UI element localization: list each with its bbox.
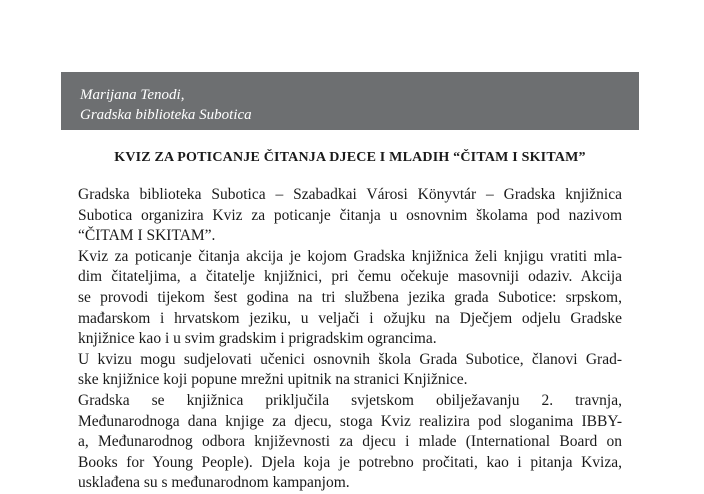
text-line: Books for Young People). Djela koja je potrebno pročitati, kao i pitanja Kviza, — [78, 453, 622, 471]
text-line: mađarskom i hrvatskom jeziku, u veljači i ožujku na Dječjem odjelu Gradske — [78, 309, 622, 327]
text-line: knjižnice kao i u svim gradskim i prigradskim ogrаncima. — [78, 330, 437, 348]
text-line: usklađena su s međunarodnom kampanjom. — [78, 474, 350, 492]
text-line: Gradska biblioteka Subotica – Szabadkai Városi Könyvtár – Gradska knjižnica — [78, 186, 622, 203]
author-affiliation: Gradska biblioteka Subotica — [80, 107, 252, 123]
paragraph-2 — [78, 247, 622, 350]
text-line: dim čitateljima, a čitatelje knjižnici, pri čemu očekuje masovniji odaziv. Akcija — [78, 268, 622, 286]
text-line: ske knjižnice koji popune mrežni upitnik na stranici Knjižnice. — [78, 371, 468, 389]
text-line: se provodi tijekom šest godina na tri službena jezika grada Subotice: srpskom, — [78, 288, 622, 306]
author-name: Marijana Tenodi, — [80, 87, 185, 103]
article-body — [78, 185, 622, 494]
paragraph-3 — [78, 350, 622, 391]
text-line: a, Međunarodnog odbora književnosti za djecu i mlade (International Board on — [78, 433, 622, 451]
text-line: Kviz za poticanje čitanja akcija je kojom Gradska knjižnica želi knjigu vratiti mla- — [78, 247, 622, 265]
paragraph-1 — [78, 185, 622, 247]
text-line: Gradska se knjižnica priključila svjetskom obilježavanju 2. travnja, — [78, 391, 622, 409]
paragraph-4 — [78, 391, 622, 494]
text-line: Međunarodnoga dana knjige za djecu, stoga Kviz realizira pod sloganima IBBY- — [78, 412, 622, 430]
article-title: KVIZ ZA POTICANJE ČITANJA DJECE I MLADIH “ČITAM I SKITAM” — [114, 150, 586, 165]
text-line: Subotica organizira Kviz za poticanje čitanja u osnovnim školama pod nazivom — [78, 206, 622, 224]
text-line: U kvizu mogu sudjelovati učenici osnovnih škola Grada Subotice, članovi Grad- — [78, 350, 622, 368]
author-box — [61, 72, 639, 130]
text-line: “ČITAM I SKITAM”. — [78, 227, 216, 245]
